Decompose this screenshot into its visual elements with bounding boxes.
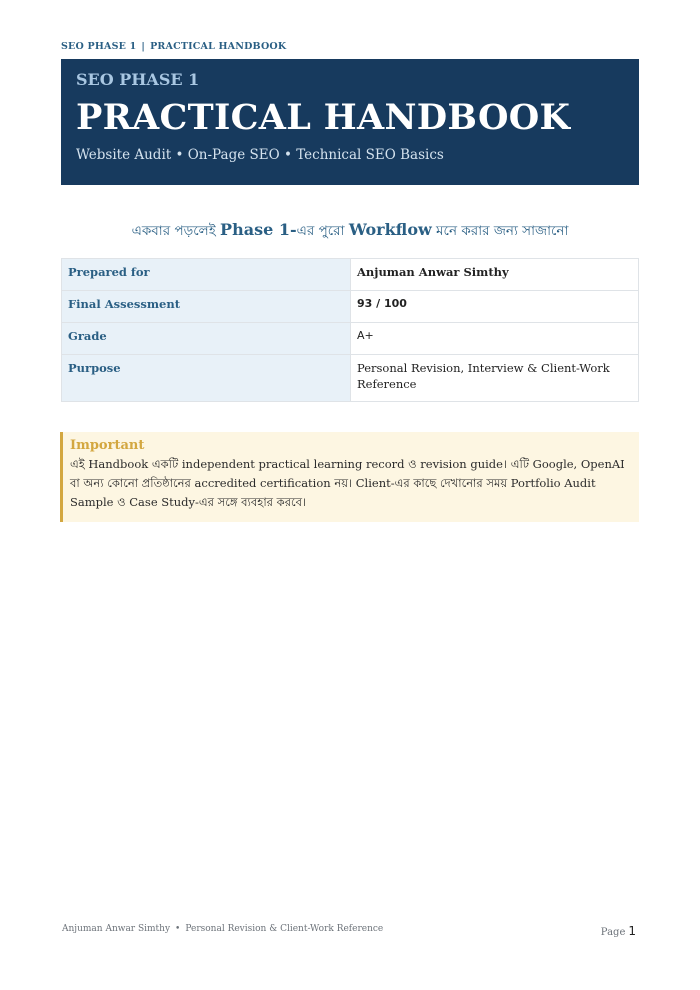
page-number <box>601 924 636 938</box>
table-row <box>62 291 639 323</box>
purpose-value: Personal Revision, Interview & Client-Work Reference <box>351 355 639 402</box>
footer-bullet: • <box>175 924 181 934</box>
grade-label: Grade <box>62 323 351 355</box>
tagline-phase: Phase 1- <box>220 220 297 239</box>
tagline-part3: মনে করার জন্য সাজানো <box>431 223 569 239</box>
footer-purpose: Personal Revision & Client-Work Reference <box>185 924 384 934</box>
tagline <box>61 219 639 242</box>
footer-author: Anjuman Anwar Simthy <box>62 924 171 934</box>
info-table <box>61 258 639 402</box>
running-header-right: PRACTICAL HANDBOOK <box>150 41 287 52</box>
grade-value: A+ <box>351 323 639 355</box>
final-assessment-value: 93 / 100 <box>351 291 639 323</box>
prepared-for-label: Prepared for <box>62 259 351 291</box>
running-header-separator: | <box>141 41 146 52</box>
table-row <box>62 259 639 291</box>
page-number-value: 1 <box>628 924 636 938</box>
callout-body: এই Handbook একটি independent practical learning record ও revision guide। এটি Google, OpenAI বা অন্য কোনো প্রতিষ্ঠানের accredited certification নয়। Client-এর কাছে দেখানোর সময় Portfolio Audit Sample ও Case Study-এর সঙ্গে ব্যবহার করবে। <box>70 457 625 509</box>
running-header <box>61 41 286 52</box>
banner-kicker: SEO PHASE 1 <box>76 70 200 89</box>
prepared-for-value: Anjuman Anwar Simthy <box>351 259 639 291</box>
page-footer <box>62 924 383 934</box>
tagline-part2: এর পুরো <box>296 223 349 239</box>
document-title: PRACTICAL HANDBOOK <box>76 97 571 138</box>
callout-title: Important <box>70 438 145 453</box>
tagline-part1: একবার পড়লেই <box>131 223 221 239</box>
running-header-left: SEO PHASE 1 <box>61 41 137 52</box>
title-banner <box>61 59 639 185</box>
tagline-workflow: Workflow <box>348 220 432 239</box>
important-callout <box>60 432 639 522</box>
final-assessment-label: Final Assessment <box>62 291 351 323</box>
page-label: Page <box>600 927 626 938</box>
banner-subtitle: Website Audit • On-Page SEO • Technical SEO Basics <box>76 147 444 163</box>
table-row <box>62 323 639 355</box>
purpose-label: Purpose <box>62 355 351 402</box>
table-row <box>62 355 639 402</box>
